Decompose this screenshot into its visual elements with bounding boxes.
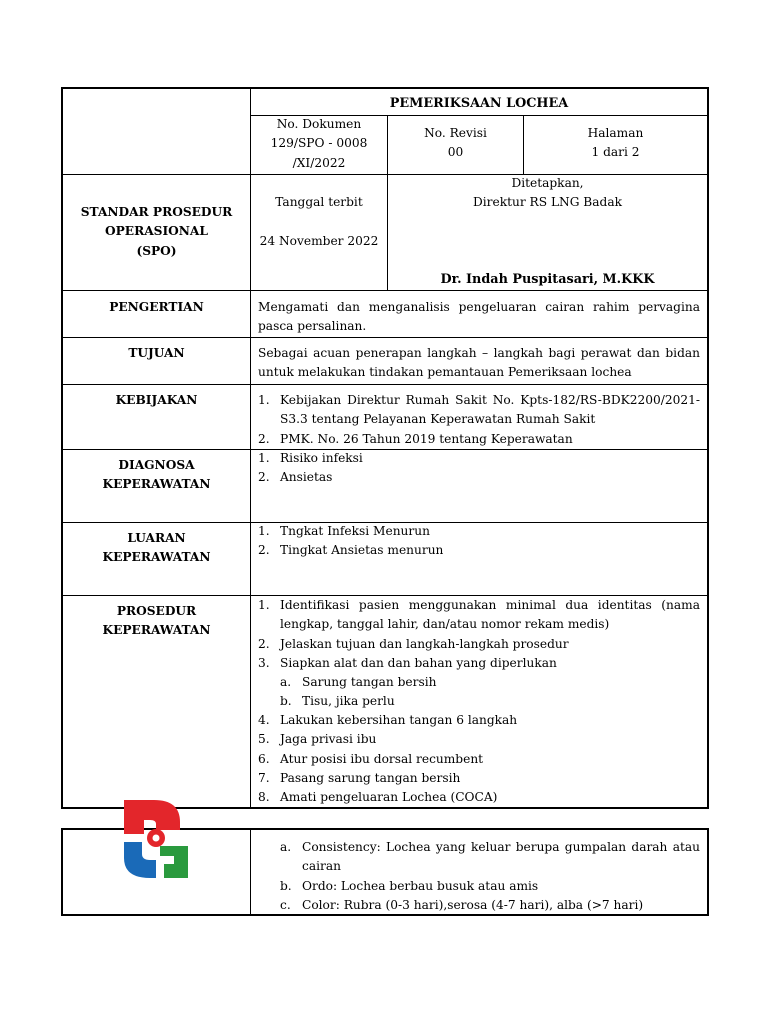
approved-label: Ditetapkan,	[511, 176, 584, 190]
list-number: 2.	[258, 431, 270, 446]
list-text: Jelaskan tujuan dan langkah-langkah prosedur	[280, 636, 569, 651]
list-item	[258, 788, 700, 807]
table2-column-divider	[250, 828, 251, 916]
table-border-left	[61, 87, 63, 809]
list-text: Atur posisi ibu dorsal recumbent	[280, 751, 484, 766]
list-number: 8.	[258, 790, 270, 805]
table-border-right	[707, 87, 709, 809]
list-item	[280, 692, 700, 711]
prosedur-label-line2: KEPERAWATAN	[102, 623, 211, 638]
diagnosa-label	[63, 456, 250, 495]
diagnosa-label-line1: DIAGNOSA	[118, 458, 195, 472]
list-item	[258, 654, 700, 673]
page-value: 1 dari 2	[591, 145, 640, 160]
list-item	[258, 711, 700, 730]
list-text: Pasang sarung tangan bersih	[280, 770, 461, 785]
tujuan-label: TUJUAN	[128, 346, 185, 360]
kebijakan-label: KEBIJAKAN	[115, 393, 198, 407]
pengertian-text: Mengamati dan menganalisis pengeluaran cairan rahim pervagina pasca persalinan.	[258, 300, 700, 334]
list-letter: b.	[280, 694, 292, 709]
list-number: 1.	[258, 524, 270, 538]
list-text: Amati pengeluaran Lochea (COCA)	[280, 790, 498, 805]
list-text: Sarung tangan bersih	[302, 675, 437, 689]
list-letter: a.	[280, 840, 292, 854]
page-cell	[524, 124, 707, 163]
tujuan-text: Sebagai acuan penerapan langkah – langkah bagi perawat dan bidan untuk melakukan tindakan pemantauan Pemeriksaan lochea	[258, 346, 700, 380]
diagnosa-label-line2: KEPERAWATAN	[102, 477, 211, 492]
list-item	[258, 430, 700, 449]
list-letter: c.	[280, 897, 291, 912]
list-text: Identifikasi pasien menggunakan minimal dua identitas (nama lengkap, tanggal lahir, dan/atau nomor rekam medis)	[280, 598, 700, 632]
revision-value: 00	[447, 145, 464, 160]
prosedur-label	[63, 602, 250, 641]
pengertian-label: PENGERTIAN	[109, 300, 204, 314]
hospital-logo-icon	[120, 796, 192, 880]
list-item	[280, 896, 700, 915]
list-number: 7.	[258, 770, 270, 785]
table-border-top	[61, 87, 709, 89]
list-number: 3.	[258, 655, 270, 670]
list-item	[258, 522, 700, 541]
list-text: PMK. No. 26 Tahun 2019 tentang Keperawatan	[280, 431, 573, 446]
document-title: PEMERIKSAAN LOCHEA	[389, 96, 569, 111]
list-item	[258, 391, 700, 430]
signatory-name: Dr. Indah Puspitasari, M.KKK	[440, 272, 655, 287]
issue-date-label: Tanggal terbit	[275, 195, 363, 209]
list-item	[258, 541, 700, 560]
table2-border-right	[707, 828, 709, 916]
spo-label-line1: STANDAR PROSEDUR	[80, 205, 233, 219]
list-text: Tingkat Ansietas menurun	[280, 543, 444, 558]
list-number: 4.	[258, 713, 270, 727]
list-text: Consistency: Lochea yang keluar berupa gumpalan darah atau cairan	[302, 840, 700, 874]
prosedur-list	[258, 596, 700, 673]
list-text: Tisu, jika perlu	[302, 694, 395, 709]
list-text: Ordo: Lochea berbau busuk atau amis	[302, 878, 539, 893]
list-number: 1.	[258, 598, 270, 612]
prosedur-label-line1: PROSEDUR	[116, 604, 197, 618]
list-letter: b.	[280, 878, 292, 893]
luaran-label-line1: LUARAN	[127, 531, 186, 545]
revision-cell	[388, 124, 523, 163]
row-divider	[61, 290, 709, 291]
list-number: 2.	[258, 636, 270, 651]
prosedur-sublist	[258, 673, 700, 712]
luaran-label	[63, 529, 250, 568]
diagnosa-list	[258, 449, 700, 488]
list-item	[280, 838, 700, 877]
issue-date-value: 24 November 2022	[259, 234, 379, 248]
list-text: Lakukan kebersihan tangan 6 langkah	[280, 713, 518, 727]
prosedur-list-continued	[258, 711, 700, 807]
list-text: Jaga privasi ibu	[280, 732, 377, 747]
list-number: 5.	[258, 732, 270, 747]
list-item	[258, 769, 700, 788]
list-item	[258, 449, 700, 468]
logo-blue-shape	[124, 842, 156, 878]
list-item	[258, 730, 700, 749]
doc-number-line2: /XI/2022	[292, 155, 346, 170]
kebijakan-list	[258, 391, 700, 449]
spo-label	[63, 203, 250, 261]
list-number: 1.	[258, 451, 270, 465]
list-item	[280, 877, 700, 896]
list-item	[280, 673, 700, 692]
list-number: 6.	[258, 751, 270, 766]
list-item	[258, 596, 700, 635]
logo-drop-center	[153, 835, 160, 842]
luaran-label-line2: KEPERAWATAN	[102, 550, 211, 565]
approved-by: Direktur RS LNG Badak	[473, 195, 622, 209]
list-number: 2.	[258, 470, 270, 485]
list-text: Ansietas	[280, 470, 333, 485]
list-text: Color: Rubra (0-3 hari),serosa (4-7 hari), alba (>7 hari)	[302, 897, 644, 912]
list-number: 2.	[258, 543, 270, 558]
luaran-list	[258, 522, 700, 561]
spo-label-line2: OPERASIONAL	[105, 224, 208, 239]
list-text: Kebijakan Direktur Rumah Sakit No. Kpts-182/RS-BDK2200/2021-S3.3 tentang Pelayanan Keperawatan Rumah Sakit	[280, 393, 700, 427]
list-text: Tngkat Infeksi Menurun	[280, 524, 430, 538]
list-text: Siapkan alat dan dan bahan yang diperlukan	[280, 655, 557, 670]
page-label: Halaman	[587, 126, 644, 140]
doc-number-line1: 129/SPO - 0008	[270, 136, 368, 151]
row-divider	[61, 337, 709, 338]
list-item	[258, 635, 700, 654]
list-text: Risiko infeksi	[280, 451, 363, 465]
list-letter: a.	[280, 675, 292, 689]
revision-label: No. Revisi	[424, 126, 487, 140]
logo-green-shape	[160, 846, 188, 878]
table2-border-left	[61, 828, 63, 916]
coca-list	[258, 838, 700, 915]
spo-label-line3: (SPO)	[136, 243, 177, 258]
doc-number-label: No. Dokumen	[276, 117, 362, 131]
doc-number-cell	[251, 115, 387, 173]
list-number: 1.	[258, 393, 270, 407]
row-divider	[61, 384, 709, 385]
logo-red-shape	[124, 800, 180, 834]
list-item	[258, 750, 700, 769]
list-item	[258, 468, 700, 487]
